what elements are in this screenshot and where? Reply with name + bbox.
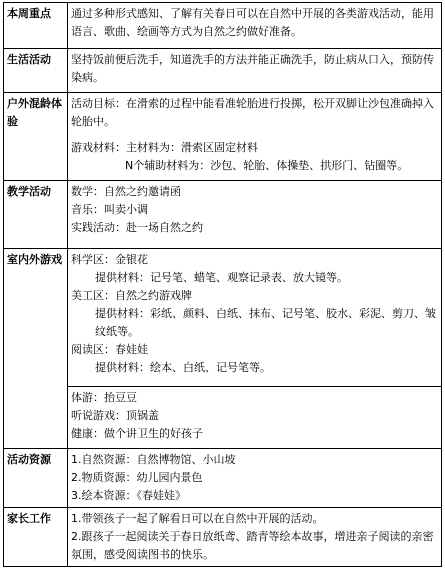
reading-area: 阅读区：春娃娃 [71,343,148,356]
spacer [71,131,438,139]
row-focus [4,3,442,49]
weekly-plan-table [3,2,442,567]
label-resources: 活动资源 [4,449,68,508]
indoor-games-cell [68,387,442,449]
label-focus: 本周重点 [4,3,68,49]
resources-cell [68,449,442,508]
art-materials: 提供材料：彩纸、颜料、白纸、抹布、记号笔、胶水、彩泥、剪刀、皱纹纸等。 [95,307,436,338]
resource-item: 2.物质资源：幼儿园内景色 [71,471,203,484]
parent-item: 2.跟孩子一起阅读关于春日放纸鸢、踏青等绘本故事，增进亲子阅读的亲密氛围，感受阅读图书的快乐。 [71,530,434,561]
outdoor-goal: 活动目标：在滑索的过程中能看准轮胎进行投掷，松开双脚让沙包准确掉入轮胎中。 [71,97,434,128]
row-life [4,49,442,93]
outdoor-cell [68,93,442,181]
teaching-item: 数学：自然之约邀请函 [71,185,181,198]
focus-text: 通过多种形式感知、了解有关春日可以在自然中开展的各类游戏活动，能用语言、歌曲、绘画等方式为自然之约做好准备。 [68,3,442,49]
teaching-item: 实践活动：赴一场自然之约 [71,221,203,234]
label-indoor: 室内外游戏 [4,249,68,449]
label-outdoor: 户外混龄体验 [4,93,68,181]
outdoor-materials-main: 游戏材料：主材料为：滑索区固定材料 [71,141,258,154]
sports-game: 体游：抬豆豆 [71,391,137,404]
row-outdoor [4,93,442,181]
life-text: 坚持饭前便后洗手，知道洗手的方法并能正确洗手，防止病从口入，预防传染病。 [68,49,442,93]
label-parents: 家长工作 [4,508,68,567]
row-teaching [4,181,442,249]
art-area: 美工区：自然之约游戏牌 [71,289,192,302]
row-parents [4,508,442,567]
label-life: 生活活动 [4,49,68,93]
resource-item: 3.绘本资源：《春娃娃》 [71,489,186,502]
row-resources [4,449,442,508]
row-indoor-b [4,387,442,449]
science-materials: 提供材料：记号笔、蜡笔、观察记录表、放大镜等。 [95,271,348,284]
outdoor-materials-aux: N个辅助材料为：沙包、轮胎、体操垫、拱形门、钻圈等。 [125,159,409,172]
parents-cell [68,508,442,567]
teaching-cell [68,181,442,249]
indoor-areas-cell [68,249,442,387]
science-area: 科学区：金银花 [71,253,148,266]
row-indoor-a [4,249,442,387]
parent-item: 1.带领孩子一起了解看日可以在自然中开展的活动。 [71,512,324,525]
teaching-item: 音乐：叫卖小调 [71,203,148,216]
reading-materials: 提供材料：绘本、白纸、记号笔等。 [95,361,271,374]
resource-item: 1.自然资源：自然博物馆、小山坡 [71,453,236,466]
label-teaching: 教学活动 [4,181,68,249]
health-game: 健康：做个讲卫生的好孩子 [71,427,203,440]
listening-game: 听说游戏：顶锅盖 [71,409,159,422]
